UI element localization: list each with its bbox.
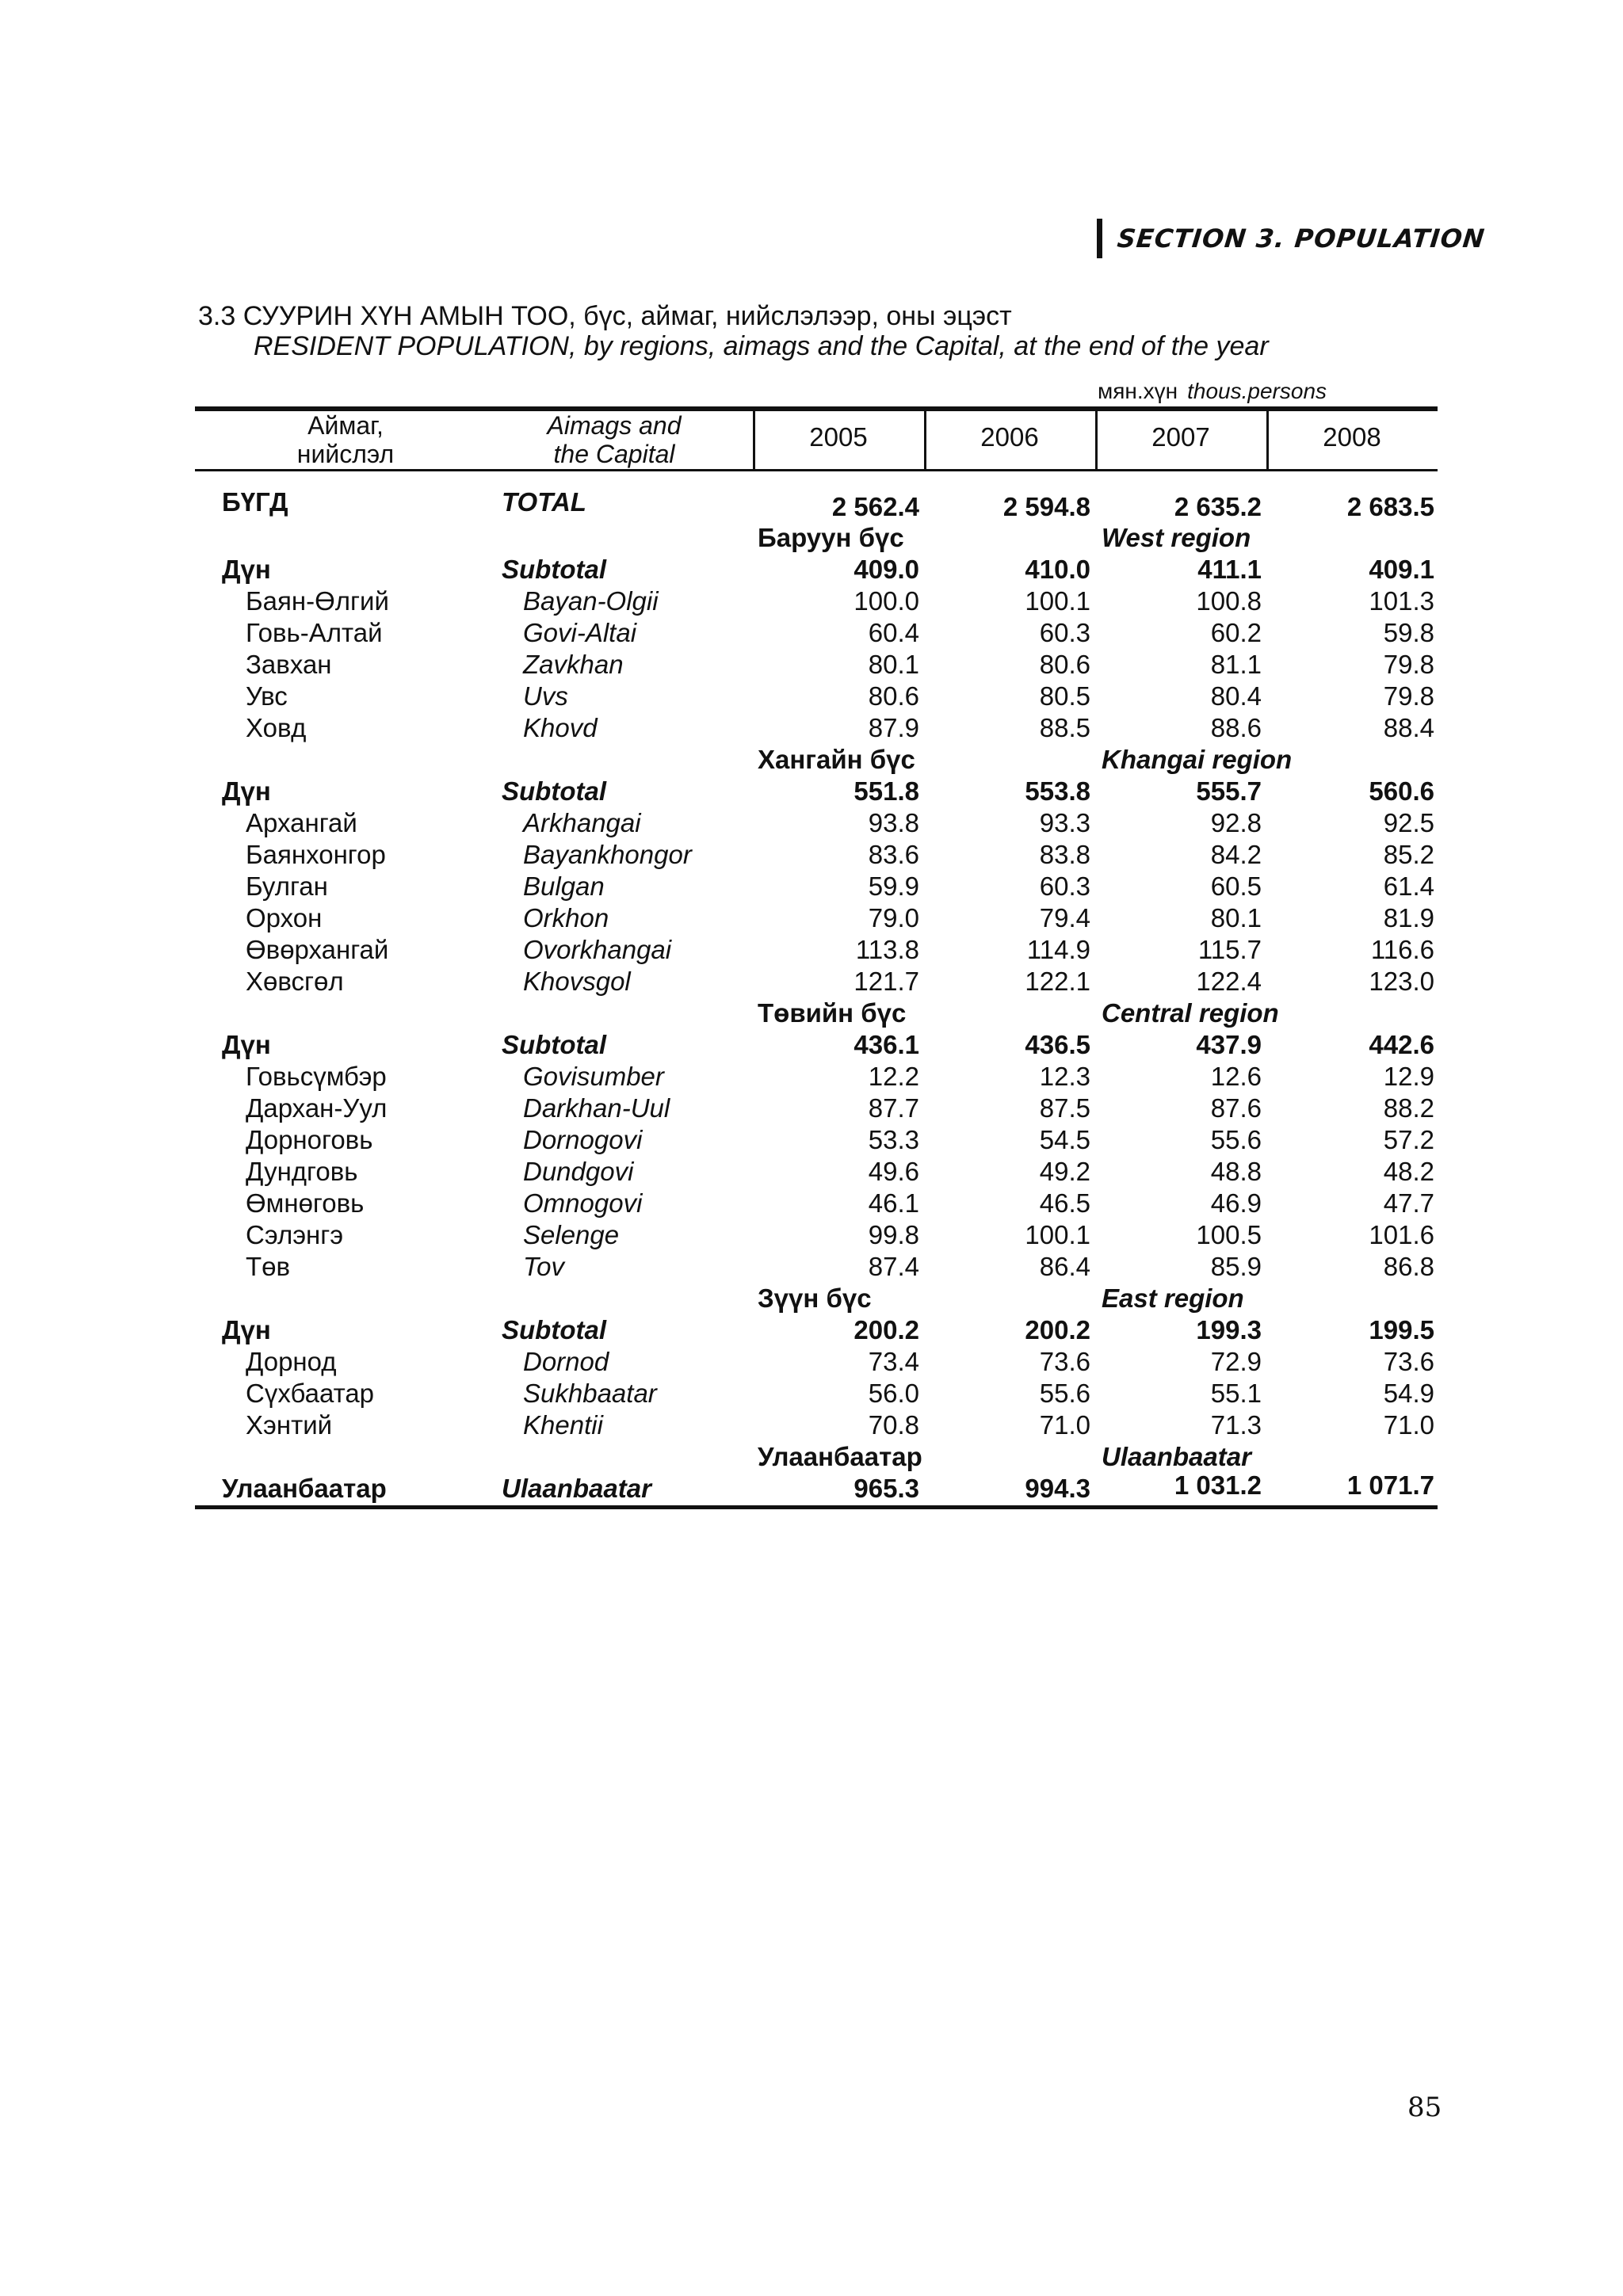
region-name-mn: Баруун бүс [758,523,904,552]
value-2005: 87.4 [868,1252,919,1281]
value-2008: 61.4 [1383,871,1434,901]
table-row [0,618,1623,650]
value-2005: 46.1 [868,1188,919,1218]
value-2006: 80.5 [1039,681,1090,711]
value-2008: 560.6 [1369,776,1434,806]
header-aimag-mn-line2: нийслэл [296,440,395,468]
region-heading-khangai [0,745,1623,776]
value-2006: 122.1 [1025,967,1090,996]
value-2007: 55.6 [1210,1125,1262,1154]
row-label-mn: Дүн [222,555,271,584]
header-bottom-rule [195,469,1438,471]
value-2008: 48.2 [1383,1157,1434,1186]
table-row [0,808,1623,840]
value-2007: 88.6 [1210,713,1262,742]
row-label-en: Orkhon [523,903,609,933]
table-row [0,681,1623,713]
region-heading-capital [0,1442,1623,1474]
table-title-en: RESIDENT POPULATION, by regions, aimags and the Capital, at the end of the year [254,331,1269,361]
units-mn: мян.хүн [1098,379,1178,403]
value-2005: 965.3 [854,1474,919,1503]
value-2005: 99.8 [868,1220,919,1249]
row-label-en: Selenge [523,1220,620,1249]
value-2005: 49.6 [868,1157,919,1186]
value-2008: 54.9 [1383,1379,1434,1408]
region-name-mn: Хангайн бүс [758,745,915,774]
value-2007: 87.6 [1210,1093,1262,1123]
row-label-mn: Дорноговь [246,1125,373,1154]
row-label-en: Subtotal [502,776,606,806]
row-label-mn: Өвөрхангай [246,935,389,964]
row-label-mn: Архангай [246,808,357,837]
table-row [0,903,1623,935]
value-2006: 93.3 [1039,808,1090,837]
value-2005: 60.4 [868,618,919,647]
row-label-mn: Дорнод [246,1347,337,1376]
value-2005: 53.3 [868,1125,919,1154]
value-2008: 442.6 [1369,1030,1434,1059]
table-row [0,871,1623,903]
row-label-mn: Увс [246,681,288,711]
row-label-en: TOTAL [502,487,586,517]
value-2008: 47.7 [1383,1188,1434,1218]
table-row [0,935,1623,967]
value-2006: 86.4 [1039,1252,1090,1281]
value-2007: 55.1 [1210,1379,1262,1408]
value-2008: 1 071.7 [1346,1470,1434,1500]
value-2007: 199.3 [1196,1315,1262,1344]
units-label [1098,379,1327,404]
row-label-mn: Завхан [246,650,332,679]
value-2006: 80.6 [1039,650,1090,679]
row-label-en: Ovorkhangai [523,935,672,964]
header-year-2006: 2006 [980,422,1039,452]
value-2007: 48.8 [1210,1157,1262,1186]
row-label-en: Bulgan [523,871,605,901]
table-row [0,967,1623,998]
value-2005: 436.1 [854,1030,919,1059]
value-2006: 55.6 [1039,1379,1090,1408]
header-divider [753,411,755,469]
table-row [0,840,1623,871]
value-2007: 80.4 [1210,681,1262,711]
value-2008: 409.1 [1369,555,1434,584]
row-label-en: Subtotal [502,555,606,584]
value-2007: 1 031.2 [1174,1470,1262,1500]
value-2006: 200.2 [1025,1315,1090,1344]
row-label-mn: Өмнөговь [246,1188,365,1218]
value-2008: 123.0 [1369,967,1434,996]
value-2005: 551.8 [854,776,919,806]
value-2006: 49.2 [1039,1157,1090,1186]
value-2006: 60.3 [1039,871,1090,901]
header-aimag-mn-line1: Аймаг, [307,411,384,440]
header-divider [924,411,926,469]
value-2006: 60.3 [1039,618,1090,647]
row-label-mn: Дүн [222,1315,271,1344]
value-2006: 73.6 [1039,1347,1090,1376]
value-2006: 88.5 [1039,713,1090,742]
value-2006: 410.0 [1025,555,1090,584]
row-label-en: Uvs [523,681,568,711]
row-label-mn: Говьсүмбэр [246,1062,387,1091]
value-2005: 79.0 [868,903,919,933]
value-2006: 553.8 [1025,776,1090,806]
row-label-en: Govisumber [523,1062,664,1091]
value-2008: 79.8 [1383,681,1434,711]
table-row [0,1093,1623,1125]
value-2007: 12.6 [1210,1062,1262,1091]
row-label-en: Tov [523,1252,564,1281]
value-2005: 83.6 [868,840,919,869]
table-row [0,1125,1623,1157]
row-label-mn: Булган [246,871,328,901]
row-label-en: Khentii [523,1410,603,1440]
value-2005: 80.6 [868,681,919,711]
table-row [0,1410,1623,1442]
value-2007: 555.7 [1196,776,1262,806]
row-label-mn: Говь-Алтай [246,618,383,647]
row-label-en: Khovd [523,713,598,742]
value-2007: 122.4 [1196,967,1262,996]
value-2007: 115.7 [1197,935,1262,964]
value-2008: 101.3 [1369,586,1434,616]
row-label-en: Bayankhongor [523,840,692,869]
value-2008: 86.8 [1383,1252,1434,1281]
value-2006: 994.3 [1025,1474,1090,1503]
table-bottom-rule [195,1505,1438,1509]
section-marker [1097,219,1102,258]
value-2007: 84.2 [1210,840,1262,869]
value-2007: 2 635.2 [1174,492,1262,521]
row-label-en: Dornogovi [523,1125,643,1154]
value-2006: 87.5 [1039,1093,1090,1123]
header-aimag-en-line1: Aimags and [547,411,682,440]
value-2006: 100.1 [1025,586,1090,616]
value-2008: 71.0 [1383,1410,1434,1440]
row-label-en: Zavkhan [523,650,624,679]
header-aimag-mn [195,411,496,469]
value-2005: 80.1 [868,650,919,679]
row-label-en: Ulaanbaatar [502,1474,651,1503]
value-2007: 81.1 [1210,650,1262,679]
row-label-mn: Баян-Өлгий [246,586,389,616]
row-label-mn: Дундговь [246,1157,358,1186]
value-2007: 100.5 [1196,1220,1262,1249]
header-aimag-en [475,411,753,469]
value-2005: 70.8 [868,1410,919,1440]
table-row-total [0,487,1623,519]
value-2005: 113.8 [855,935,919,964]
value-2007: 100.8 [1196,586,1262,616]
value-2005: 56.0 [868,1379,919,1408]
value-2006: 54.5 [1039,1125,1090,1154]
row-label-mn: Дүн [222,1030,271,1059]
units-en: thous.persons [1187,379,1327,403]
value-2008: 59.8 [1383,618,1434,647]
value-2006: 12.3 [1039,1062,1090,1091]
value-2008: 57.2 [1383,1125,1434,1154]
value-2007: 85.9 [1210,1252,1262,1281]
header-year-2008: 2008 [1323,422,1381,452]
value-2008: 2 683.5 [1346,492,1434,521]
region-name-en: Khangai region [1102,745,1293,774]
row-label-mn: Сүхбаатар [246,1379,375,1408]
row-label-en: Omnogovi [523,1188,643,1218]
value-2005: 200.2 [854,1315,919,1344]
row-label-mn: Хэнтий [246,1410,333,1440]
value-2008: 92.5 [1383,808,1434,837]
subtotal-row [0,1030,1623,1062]
value-2005: 87.7 [868,1093,919,1123]
row-label-mn: Орхон [246,903,323,933]
table-row [0,1347,1623,1379]
value-2008: 73.6 [1383,1347,1434,1376]
value-2007: 71.3 [1210,1410,1262,1440]
value-2008: 116.6 [1370,935,1434,964]
table-row [0,650,1623,681]
value-2005: 87.9 [868,713,919,742]
header-year-2007: 2007 [1151,422,1210,452]
value-2008: 88.4 [1383,713,1434,742]
header-aimag-en-line2: the Capital [553,440,675,468]
value-2005: 121.7 [854,967,919,996]
table-row [0,1188,1623,1220]
row-label-en: Subtotal [502,1030,606,1059]
row-label-en: Darkhan-Uul [523,1093,670,1123]
value-2007: 60.5 [1210,871,1262,901]
value-2008: 79.8 [1383,650,1434,679]
table-row-capital [0,1470,1623,1505]
region-name-mn: Төвийн бүс [758,998,907,1028]
value-2006: 71.0 [1039,1410,1090,1440]
table-row [0,1220,1623,1252]
value-2006: 83.8 [1039,840,1090,869]
value-2006: 436.5 [1025,1030,1090,1059]
row-label-mn: БҮГД [222,487,288,517]
value-2007: 80.1 [1210,903,1262,933]
region-heading-east [0,1283,1623,1315]
table-title-mn: 3.3 СУУРИН ХҮН АМЫН ТОО, бүс, аймаг, нийслэлээр, оны эцэст [198,301,1012,331]
header-divider [1095,411,1098,469]
row-label-mn: Ховд [246,713,307,742]
row-label-en: Khovsgol [523,967,631,996]
value-2008: 81.9 [1383,903,1434,933]
value-2005: 2 562.4 [831,492,919,521]
subtotal-row [0,1315,1623,1347]
value-2008: 199.5 [1369,1315,1434,1344]
value-2005: 59.9 [868,871,919,901]
table-row [0,1252,1623,1283]
row-label-mn: Төв [246,1252,291,1281]
header-year-2005: 2005 [809,422,868,452]
value-2005: 73.4 [868,1347,919,1376]
value-2005: 100.0 [854,586,919,616]
region-name-mn: Улаанбаатар [758,1442,922,1471]
row-label-en: Dundgovi [523,1157,634,1186]
table-row [0,1062,1623,1093]
table-row [0,713,1623,745]
value-2006: 100.1 [1025,1220,1090,1249]
region-name-mn: Зүүн бүс [758,1283,872,1313]
region-name-en: Central region [1102,998,1279,1028]
value-2006: 2 594.8 [1002,492,1090,521]
row-label-mn: Баянхонгор [246,840,386,869]
value-2008: 85.2 [1383,840,1434,869]
row-label-en: Dornod [523,1347,609,1376]
row-label-en: Sukhbaatar [523,1379,657,1408]
header-divider [1266,411,1269,469]
table-row [0,586,1623,618]
region-heading-central [0,998,1623,1030]
value-2007: 437.9 [1196,1030,1262,1059]
row-label-en: Bayan-Olgii [523,586,659,616]
value-2005: 409.0 [854,555,919,584]
region-name-en: West region [1102,523,1251,552]
table-row [0,1379,1623,1410]
table-row [0,1157,1623,1188]
value-2007: 46.9 [1210,1188,1262,1218]
value-2007: 92.8 [1210,808,1262,837]
value-2007: 411.1 [1197,555,1262,584]
value-2006: 46.5 [1039,1188,1090,1218]
value-2005: 93.8 [868,808,919,837]
row-label-mn: Хөвсгөл [246,967,344,996]
value-2008: 101.6 [1369,1220,1434,1249]
row-label-en: Arkhangai [523,808,641,837]
subtotal-row [0,555,1623,586]
page-number: 85 [1407,2092,1442,2123]
region-name-en: Ulaanbaatar [1102,1442,1251,1471]
value-2007: 72.9 [1210,1347,1262,1376]
row-label-mn: Сэлэнгэ [246,1220,344,1249]
value-2005: 12.2 [868,1062,919,1091]
row-label-mn: Дүн [222,776,271,806]
region-name-en: East region [1102,1283,1244,1313]
value-2008: 12.9 [1383,1062,1434,1091]
region-heading-west [0,523,1623,555]
value-2006: 79.4 [1039,903,1090,933]
subtotal-row [0,776,1623,808]
value-2008: 88.2 [1383,1093,1434,1123]
row-label-mn: Дархан-Уул [246,1093,388,1123]
row-label-en: Subtotal [502,1315,606,1344]
section-title: SECTION 3. POPULATION [1116,223,1487,254]
row-label-en: Govi-Altai [523,618,637,647]
value-2006: 114.9 [1026,935,1090,964]
row-label-mn: Улаанбаатар [222,1474,387,1503]
value-2007: 60.2 [1210,618,1262,647]
